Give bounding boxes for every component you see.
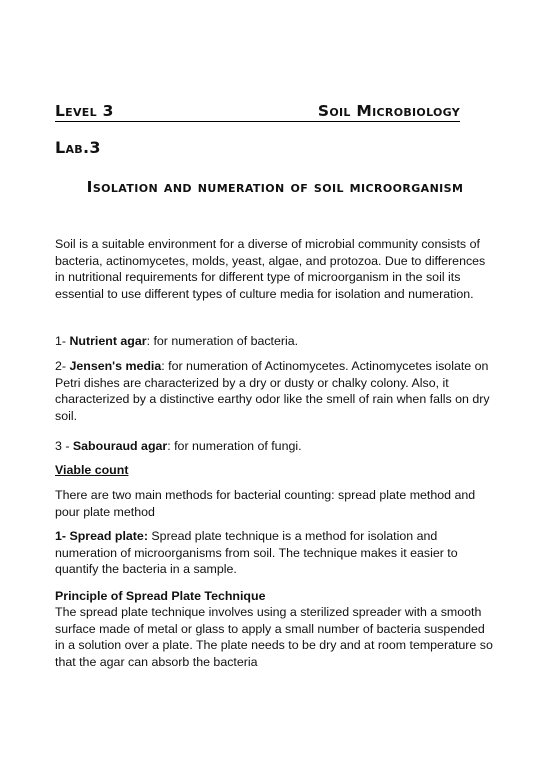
media-item-name: Sabouraud agar <box>72 439 168 453</box>
course-label: Soil Microbiology <box>317 102 460 120</box>
media-item-name: Jensen's media <box>69 359 162 373</box>
level-label: Level 3 <box>55 102 114 120</box>
document-title: Isolation and numeration of soil microorganism <box>86 178 464 196</box>
media-item-name: Nutrient agar <box>69 334 147 348</box>
principle-paragraph: The spread plate technique involves using a sterilized spreader with a smooth surface made of metal or glass to apply a small number of bacteria suspended in a solution over a plate. The plate needs to be dry and at room temperature so that the agar can absorb the bacteria <box>55 605 493 669</box>
principle-heading: Principle of Spread Plate Technique <box>55 589 266 603</box>
spread-plate-paragraph <box>55 528 495 578</box>
intro-paragraph: Soil is a suitable environment for a diverse of microbial community consists of bacteria, actinomycetes, molds, yeast, algae, and protozoa. Due to differences in nutritional requirements for different type of microorganism in the soil its essential to use different types of culture media for isolation and numeration. <box>55 237 486 301</box>
media-item-1 <box>55 333 495 350</box>
viable-count-paragraph: There are two main methods for bacterial counting: spread plate method and pour plate method <box>55 488 476 519</box>
page-header <box>55 101 460 122</box>
lab-number: Lab.3 <box>55 138 101 157</box>
media-item-text: : for numeration of fungi. <box>167 439 302 453</box>
media-item-text: : for numeration of Actinomycetes. Actinomycetes isolate on Petri dishes are characterized by a dry or dusty or chalky colony. Also, it characterized by a distinctive earthy odor like the smell of rain when falls on dry soil. <box>55 359 490 423</box>
media-item-text: : for numeration of bacteria. <box>146 334 299 348</box>
media-item-2 <box>55 358 495 424</box>
media-item-prefix: 3 - <box>55 439 73 453</box>
viable-count-heading: Viable count <box>55 463 129 477</box>
media-item-prefix: 1- <box>55 334 70 348</box>
media-item-prefix: 2- <box>55 359 70 373</box>
spread-plate-text: Spread plate technique is a method for isolation and numeration of microorganisms from soil. The technique makes it easier to quantify the bacteria in a sample. <box>55 529 458 577</box>
media-item-3 <box>55 438 495 455</box>
spread-plate-label: 1- Spread plate: <box>55 529 148 543</box>
